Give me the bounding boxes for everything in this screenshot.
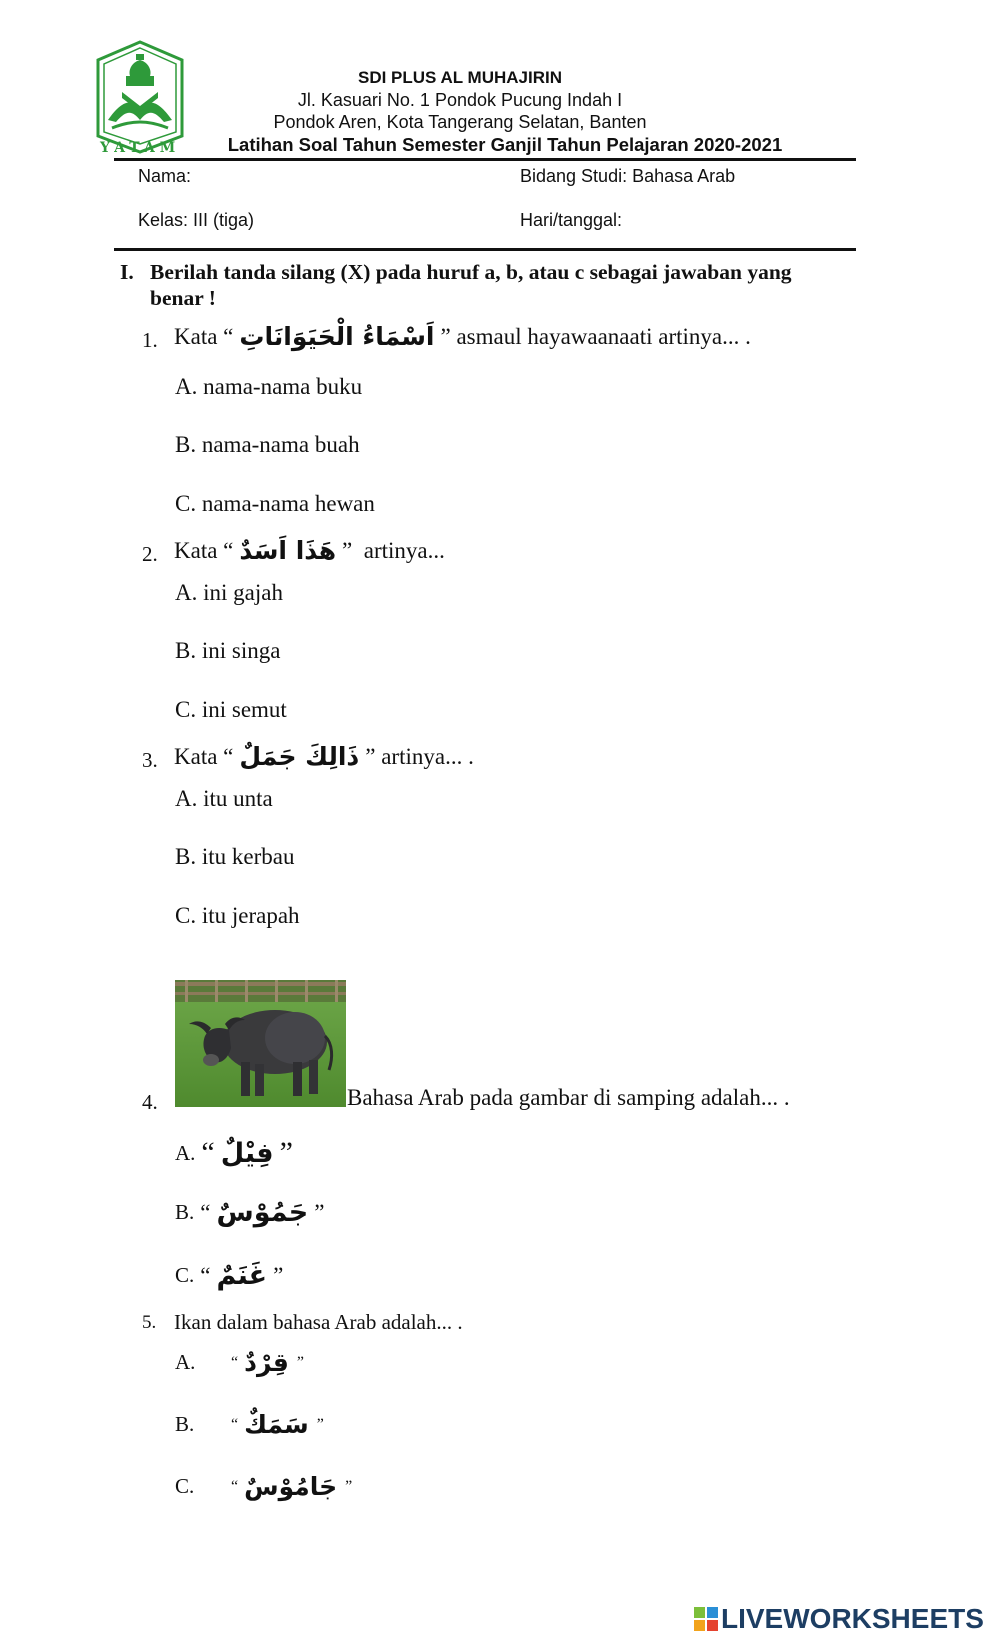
nama-field-label: Nama: [138, 166, 192, 186]
question-2-option-a[interactable]: A. ini gajah [175, 580, 283, 605]
header-divider [114, 158, 856, 161]
question-1-text [174, 322, 751, 351]
question-5-option-b-arabic: سَمَكٌ [244, 1410, 309, 1439]
question-2-option-c[interactable]: C. ini semut [175, 697, 287, 722]
question-4-option-a[interactable] [175, 1136, 293, 1170]
question-4-number: 4. [142, 1090, 158, 1114]
question-5-option-b[interactable] [175, 1410, 324, 1439]
question-4-option-c-letter: C. [175, 1263, 195, 1287]
question-1-number: 1. [142, 328, 158, 352]
question-2-option-b[interactable]: B. ini singa [175, 638, 281, 663]
close-quote: ” [296, 1353, 304, 1371]
fields-divider [114, 248, 856, 251]
question-4-option-a-letter: A. [175, 1140, 196, 1165]
open-quote: “ [231, 1353, 239, 1371]
question-3-prefix: Kata “ [174, 743, 234, 769]
exam-title: Latihan Soal Tahun Semester Ganjil Tahun Pelajaran 2020-2021 [227, 134, 783, 155]
question-2-number: 2. [142, 542, 158, 566]
logo-text: YATAM [100, 140, 181, 156]
kelas-field-label: Kelas: III (tiga) [138, 210, 255, 230]
question-4-option-c-arabic: غَنَمٌ [216, 1260, 268, 1291]
bidang-studi-label: Bidang Studi: Bahasa Arab [520, 166, 736, 186]
question-2-text [174, 536, 445, 565]
open-quote: “ [231, 1415, 239, 1433]
open-quote: “ [231, 1477, 239, 1495]
question-1-option-c[interactable]: C. nama-nama hewan [175, 491, 375, 516]
school-logo [92, 40, 188, 160]
buffalo-photo [175, 980, 346, 1107]
question-2-prefix: Kata “ [174, 537, 234, 563]
question-5-option-b-letter: B. [175, 1412, 195, 1436]
liveworksheets-logo-icon [694, 1607, 718, 1631]
question-3-number: 3. [142, 748, 158, 772]
question-5-option-c-letter: C. [175, 1474, 195, 1498]
question-4-option-c[interactable] [175, 1260, 283, 1291]
section-number: I. [120, 260, 134, 284]
school-name: SDI PLUS AL MUHAJIRIN [357, 68, 563, 87]
question-3-option-c[interactable]: C. itu jerapah [175, 903, 300, 928]
close-quote: ” [314, 1199, 325, 1225]
open-quote: “ [200, 1199, 211, 1225]
instruction-line-1: Berilah tanda silang (X) pada huruf a, b, atau c sebagai jawaban yang [150, 260, 792, 284]
question-5-option-a-arabic: قِرْدٌ [244, 1348, 289, 1377]
question-4-option-b[interactable] [175, 1197, 324, 1228]
question-3-option-b[interactable]: B. itu kerbau [175, 844, 295, 869]
address-line-2: Pondok Aren, Kota Tangerang Selatan, Banten [273, 112, 647, 132]
question-5-option-c-arabic: جَامُوْسٌ [244, 1472, 338, 1501]
question-2-suffix: ” artinya... [342, 537, 445, 563]
address-line-1: Jl. Kasuari No. 1 Pondok Pucung Indah I [297, 90, 623, 110]
question-3-text [174, 742, 474, 771]
hari-tanggal-label: Hari/tanggal: [520, 210, 623, 230]
question-5-option-c[interactable] [175, 1472, 352, 1501]
close-quote: ” [273, 1262, 284, 1288]
question-4-option-b-arabic: جَمُوْسٌ [216, 1197, 309, 1228]
question-5-option-a-letter: A. [175, 1350, 196, 1374]
question-5-option-a[interactable] [175, 1348, 304, 1377]
question-1-option-b[interactable]: B. nama-nama buah [175, 432, 360, 457]
question-4-option-a-arabic: فِيْلٌ [220, 1137, 274, 1169]
question-1-suffix: ” asmaul hayawaanaati artinya... . [440, 323, 751, 349]
question-1-arabic: اَسْمَاءُ الْحَيَوَانَاتِ [239, 322, 435, 351]
close-quote: ” [279, 1136, 293, 1169]
question-3-arabic: ذَالِكَ جَمَلٌ [239, 742, 360, 771]
question-5-text: Ikan dalam bahasa Arab adalah... . [174, 1310, 463, 1334]
question-4-text: Bahasa Arab pada gambar di samping adalah... . [347, 1085, 790, 1110]
close-quote: ” [345, 1477, 353, 1495]
question-2-arabic: هَذَا اَسَدٌ [239, 536, 337, 565]
question-5-number: 5. [142, 1312, 157, 1333]
instruction-line-2: benar ! [150, 286, 216, 310]
question-3-suffix: ” artinya... . [365, 743, 474, 769]
close-quote: ” [316, 1415, 324, 1433]
open-quote: “ [200, 1262, 211, 1288]
watermark-text: LIVEWORKSHEETS [721, 1603, 984, 1634]
question-1-option-a[interactable]: A. nama-nama buku [175, 374, 363, 399]
question-3-option-a[interactable]: A. itu unta [175, 786, 273, 811]
question-4-option-b-letter: B. [175, 1200, 195, 1224]
liveworksheets-watermark[interactable] [694, 1604, 984, 1634]
open-quote: “ [201, 1136, 215, 1169]
question-1-prefix: Kata “ [174, 323, 234, 349]
